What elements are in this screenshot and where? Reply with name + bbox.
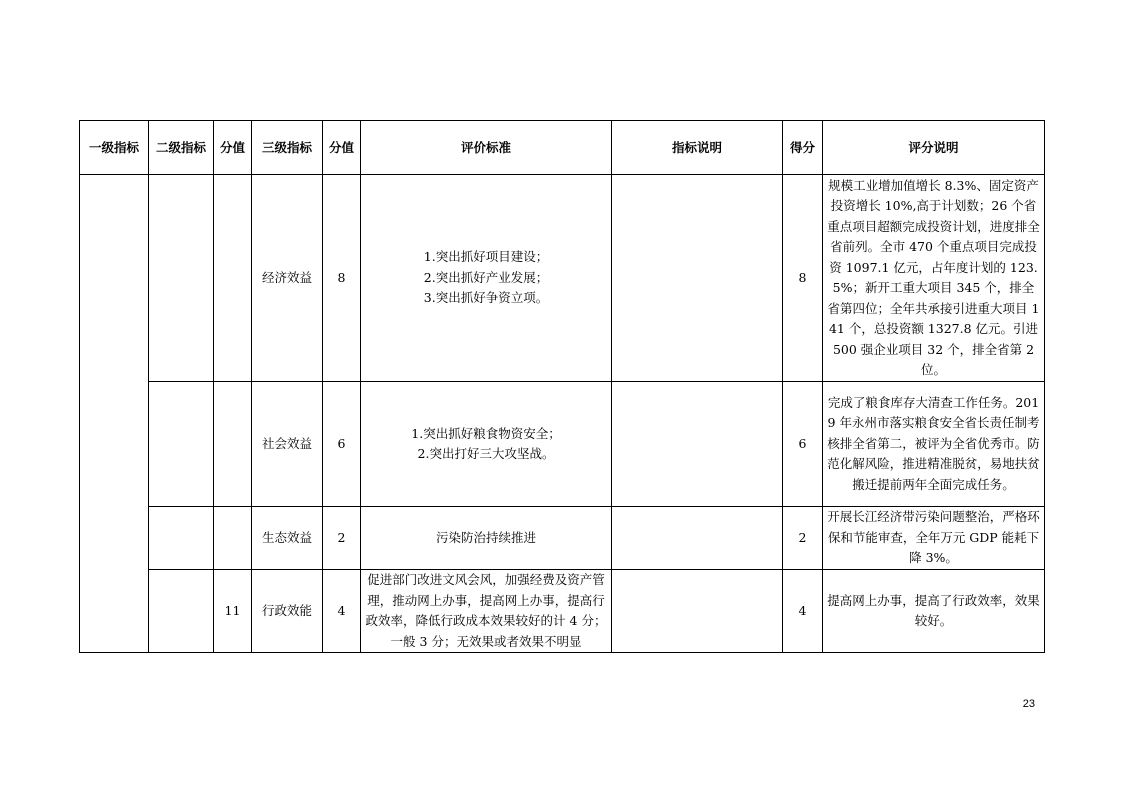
- description-cell: [612, 382, 783, 507]
- header-level3: 三级指标: [252, 121, 323, 175]
- header-level1: 一级指标: [80, 121, 149, 175]
- table-row: [80, 382, 1045, 507]
- header-criteria: 评价标准: [361, 121, 612, 175]
- level2-cell: [149, 382, 214, 507]
- level2-score-cell: [214, 382, 252, 507]
- obtained-cell: 2: [783, 507, 823, 570]
- criteria-cell: [361, 175, 612, 382]
- obtained-cell: 6: [783, 382, 823, 507]
- level2-score-cell: [214, 175, 252, 382]
- level2-cell: [149, 175, 214, 382]
- level3-cell: 经济效益: [252, 175, 323, 382]
- table-row: [80, 175, 1045, 382]
- header-description: 指标说明: [612, 121, 783, 175]
- level1-cell: [80, 175, 149, 653]
- page-number: 23: [1022, 698, 1035, 710]
- criteria-cell: [361, 382, 612, 507]
- score-cell: 6: [323, 382, 361, 507]
- evaluation-table: [79, 120, 1045, 653]
- header-score2: 分值: [323, 121, 361, 175]
- notes-cell: 开展长江经济带污染问题整治，严格环保和节能审查，全年万元 GDP 能耗下降 3%。: [823, 507, 1045, 570]
- obtained-cell: 4: [783, 570, 823, 653]
- description-cell: [612, 175, 783, 382]
- criteria-text: 1.突出抓好项目建设； 2.突出抓好产业发展； 3.突出抓好争资立项。: [423, 249, 549, 306]
- level3-cell: 社会效益: [252, 382, 323, 507]
- header-score: 分值: [214, 121, 252, 175]
- level2-cell: [149, 507, 214, 570]
- level3-cell: 生态效益: [252, 507, 323, 570]
- level2-cell: [149, 570, 214, 653]
- table-header-row: [80, 121, 1045, 175]
- description-cell: [612, 570, 783, 653]
- table-row: [80, 570, 1045, 653]
- score-cell: 2: [323, 507, 361, 570]
- level2-score-cell: [214, 507, 252, 570]
- header-notes: 评分说明: [823, 121, 1045, 175]
- notes-cell: 完成了粮食库存大清查工作任务。2019 年永州市落实粮食安全省长责任制考核排全省第二，被评为全省优秀市。防范化解风险，推进精准脱贫，易地扶贫搬迁提前两年全面完成任务。: [823, 382, 1045, 507]
- score-cell: 4: [323, 570, 361, 653]
- obtained-cell: 8: [783, 175, 823, 382]
- description-cell: [612, 507, 783, 570]
- level2-score-cell: 11: [214, 570, 252, 653]
- notes-cell: 规模工业增加值增长 8.3%、固定资产投资增长 10%,高于计划数；26 个省重点项目超额完成投资计划，进度排全省前列。全市 470 个重点项目完成投资 1097.1 亿元，占年度计划的 123.5%；新开工重大项目 345 个，排全省第四位；全年共承接引进重大项目 141 个，总投资额 1327.8 亿元。引进 500 强企业项目 32 个，排全省第 2 位。: [823, 175, 1045, 382]
- score-cell: 8: [323, 175, 361, 382]
- criteria-cell: 促进部门改进文风会风，加强经费及资产管理，推动网上办事，提高网上办事，提高行政效率，降低行政成本效果较好的计 4 分；一般 3 分；无效果或者效果不明显: [361, 570, 612, 653]
- criteria-text: 1.突出抓好粮食物资安全； 2.突出打好三大攻坚战。: [411, 425, 561, 461]
- criteria-cell: 污染防治持续推进: [361, 507, 612, 570]
- header-level2: 二级指标: [149, 121, 214, 175]
- table-row: [80, 507, 1045, 570]
- notes-cell: 提高网上办事，提高了行政效率，效果较好。: [823, 570, 1045, 653]
- level3-cell: 行政效能: [252, 570, 323, 653]
- header-obtained: 得分: [783, 121, 823, 175]
